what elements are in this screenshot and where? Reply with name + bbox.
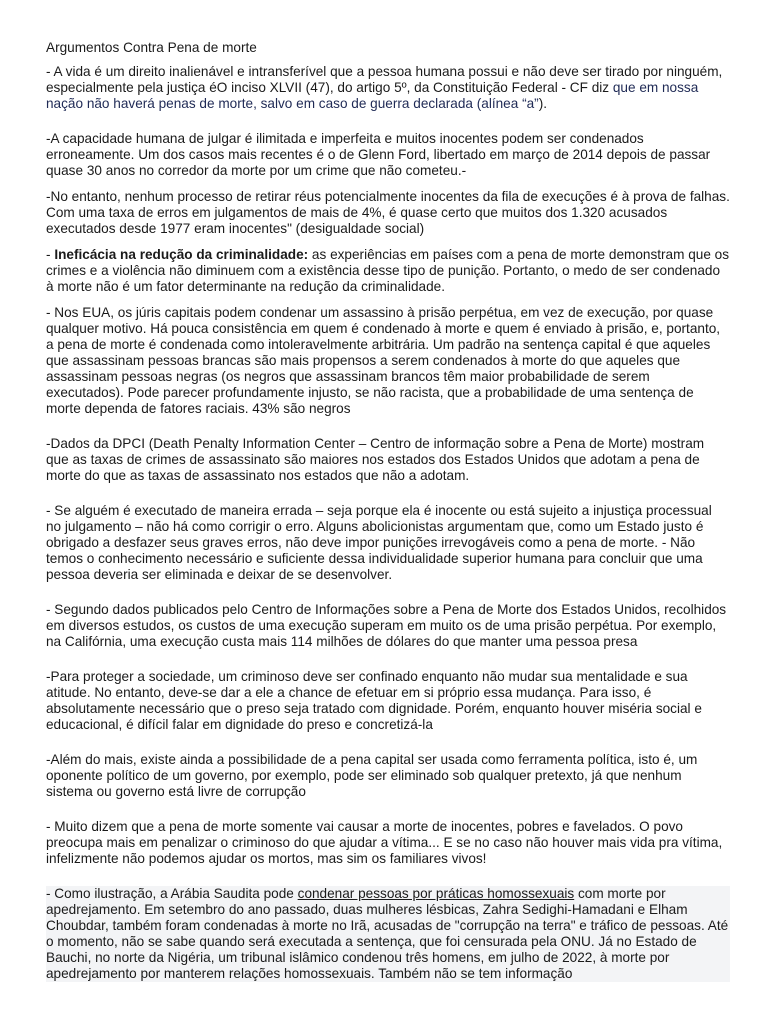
paragraph-2: -A capacidade humana de julgar é ilimitada e imperfeita e muitos inocentes podem ser condenados erroneamente. Um dos casos mais recentes é o de Glenn Ford, libertado em março de 2014 depois de passar quase 30 anos no corredor da morte por um crime que não cometeu.- — [46, 131, 711, 178]
paragraph-4-heading: Ineficácia na redução da criminalidade: — [54, 247, 309, 262]
paragraph-6: -Dados da DPCI (Death Penalty Information Center – Centro de informação sobre a Pena de Morte) mostram que as taxas de crimes de assassinato são maiores nos estados dos Estados Unidos que adotam a pena de morte do que as taxas de assassinato nos estados que não a adotam. — [46, 436, 705, 483]
paragraph-8: - Segundo dados publicados pelo Centro de Informações sobre a Pena de Morte dos Estados Unidos, recolhidos em diversos estudos, os custos de uma execução superam em muito os de uma prisão perpétua. Por exemplo, na Califórnia, uma execução custa mais 114 milhões de dólares do que manter uma pessoa presa — [46, 602, 727, 649]
paragraph-4-text: as experiências em países com a pena de morte demonstram que os crimes e a violência não diminuem com a existência desse tipo de punição. Portanto, o medo de ser condenado à morte não é um fator determinante na redução da criminalidade. — [46, 247, 730, 294]
paragraph-11: - Muito dizem que a pena de morte somente vai causar a morte de inocentes, pobres e favelados. O povo preocupa mais em penalizar o criminoso do que ajudar a vítima... E se no caso não houver mais vida pra vítima, infelizmente não podemos ajudar os mortos, mas sim os familiares vivos! — [46, 819, 723, 866]
paragraph-5: - Nos EUA, os júris capitais podem condenar um assassino à prisão perpétua, em vez de execução, por quase qualquer motivo. Há pouca consistência em quem é condenado à morte e quem é enviado à prisão, e, portanto, a pena de morte é condenada como intoleravelmente arbitrária. Um padrão na sentença capital é que aqueles que assassinam pessoas brancas são mais propensos a serem condenados à morte do que aqueles que assassinam pessoas negras (os negros que assassinam brancos têm maior probabilidade de serem executados). Pode parecer profundamente injusto, se não racista, que a probabilidade de uma sentença de morte dependa de fatores raciais. 43% são negros — [46, 305, 721, 416]
paragraph-7: - Se alguém é executado de maneira errada – seja porque ela é inocente ou está sujeito a injustiça processual no julgamento – não há como corrigir o erro. Alguns abolicionistas argumentam que, como um Estado justo é obrigado a desfazer seus graves erros, não deve impor punições irrevogáveis como a pena de morte. - Não temos o conhecimento necessário e suficiente dessa individualidade superior humana para concluir que uma pessoa deveria ser eliminada e deixar de se desenvolver. — [46, 503, 712, 582]
paragraph-3: -No entanto, nenhum processo de retirar réus potencialmente inocentes da fila de execuções é à prova de falhas. Com uma taxa de erros em julgamentos de mais de 4%, é quase certo que muitos dos 1.320 acusados executados desde 1977 eram inocentes" (desigualdade social) — [46, 189, 730, 236]
paragraph-12-rest: com morte por apedrejamento. Em setembro do ano passado, duas mulheres lésbicas, Zahra Sedighi-Hamadani e Elham Choubdar, também foram condenadas à morte no Irã, acusadas de "corrupção na terra" e tráfico de pessoas. Até o momento, não se sabe quando será executada a sentença, que foi censurada pela ONU. Já no Estado de Bauchi, no norte da Nigéria, um tribunal islâmico condenou três homens, em julho de 2022, à morte por apedrejamento por manterem relações homossexuais. Também não se tem informação — [46, 886, 729, 981]
document-title: Argumentos Contra Pena de morte — [46, 40, 257, 55]
document-body — [46, 40, 730, 992]
paragraph-10: -Além do mais, existe ainda a possibilidade de a pena capital ser usada como ferramenta política, isto é, um oponente político de um governo, por exemplo, pode ser eliminado sob qualquer pretexto, já que nenhum sistema ou governo está livre de corrupção — [46, 752, 698, 799]
paragraph-9: -Para proteger a sociedade, um criminoso deve ser confinado enquanto não mudar sua mentalidade e sua atitude. No entanto, deve-se dar a ele a chance de efetuar em si próprio essa mudança. Para isso, é absolutamente necessário que o preso seja tratado com dignidade. Porém, enquanto houver miséria social e educacional, é difícil falar em dignidade do preso e concretizá-la — [46, 669, 702, 732]
paragraph-1-highlight: que em nossa nação não haverá penas de morte, salvo em caso de guerra declarada (alínea “a” — [46, 80, 699, 111]
paragraph-1-end: ). — [538, 96, 548, 111]
paragraph-4 — [46, 247, 730, 295]
paragraph-12-text: - Como ilustração, a Arábia Saudita pode — [46, 886, 298, 901]
paragraph-4-prefix: - — [46, 247, 55, 262]
paragraph-1-text: - A vida é um direito inalienável e intransferível que a pessoa humana possui e não deve ser tirado por ninguém, especialmente pela justiça éO inciso XLVII (47), do artigo 5º, da Constituição Federal - CF diz — [46, 64, 723, 95]
paragraph-12 — [46, 886, 730, 982]
paragraph-1 — [46, 64, 730, 112]
paragraph-12-link[interactable]: condenar pessoas por práticas homossexuais — [297, 886, 575, 901]
